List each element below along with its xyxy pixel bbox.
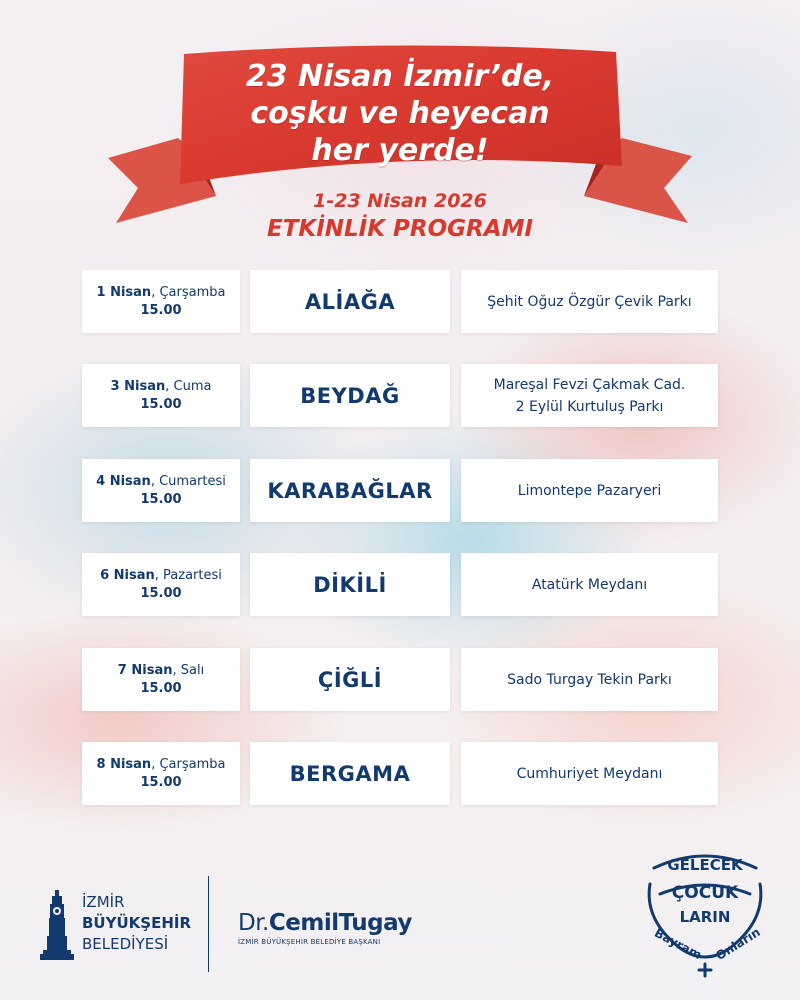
event-time: 15.00 — [140, 774, 182, 790]
event-location — [461, 459, 718, 522]
event-weekday: , Pazartesi — [154, 567, 222, 583]
event-location — [461, 270, 718, 333]
event-date-cell — [82, 742, 240, 805]
program-heading: ETKİNLİK PROGRAMI — [266, 216, 534, 242]
event-time: 15.00 — [140, 585, 182, 601]
event-location — [461, 648, 718, 711]
event-day: 1 Nisan — [96, 284, 152, 300]
event-location-line: Cumhuriyet Meydanı — [516, 765, 663, 782]
event-location-line: Sado Turgay Tekin Parkı — [507, 671, 672, 688]
event-district: ÇİĞLİ — [250, 648, 450, 711]
event-district: KARABAĞLAR — [250, 459, 450, 522]
izmir-municipality-logo — [40, 890, 210, 960]
event-date-cell — [82, 459, 240, 522]
izmir-logo-line: BÜYÜKŞEHİR — [82, 914, 192, 932]
title-line-1: 23 Nisan İzmir’de, — [245, 59, 555, 94]
izmir-logo-line: İZMİR — [82, 893, 125, 911]
page-title — [208, 58, 592, 169]
event-time: 15.00 — [140, 396, 182, 412]
event-location — [461, 553, 718, 616]
title-line-3: her yerde! — [311, 133, 489, 168]
event-location-line: Atatürk Meydanı — [531, 576, 648, 593]
badge-text: Bayram — [652, 925, 704, 963]
badge-text: Onların — [713, 924, 763, 964]
event-date-cell — [82, 553, 240, 616]
izmir-logo-line: BELEDİYESİ — [82, 935, 169, 953]
clock-tower-icon — [40, 890, 74, 960]
mayor-title: İZMİR BÜYÜKŞEHİR BELEDİYE BAŞKANI — [238, 938, 381, 946]
badge-text: LARIN — [679, 908, 731, 926]
event-date-cell — [82, 270, 240, 333]
event-day: 6 Nisan — [100, 567, 155, 583]
mayor-name: CemilTugay — [268, 910, 412, 936]
children-bayram-badge — [640, 840, 770, 980]
event-date-cell — [82, 364, 240, 427]
badge-text: ÇOCUK — [671, 883, 739, 903]
event-weekday: , Cuma — [165, 378, 212, 394]
event-district: BERGAMA — [250, 742, 450, 805]
event-time: 15.00 — [140, 302, 182, 318]
event-district: DİKİLİ — [250, 553, 450, 616]
event-district: ALİAĞA — [250, 270, 450, 333]
mayor-logo — [238, 910, 428, 946]
event-location-line: Limontepe Pazaryeri — [517, 482, 662, 499]
event-time: 15.00 — [140, 491, 182, 507]
izmir-logo-text — [82, 892, 191, 955]
footer-divider — [208, 876, 209, 972]
title-banner — [108, 38, 692, 243]
event-weekday: , Çarşamba — [151, 756, 226, 772]
date-range: 1-23 Nisan 2026 — [313, 190, 487, 212]
event-district: BEYDAĞ — [250, 364, 450, 427]
event-weekday: , Cumartesi — [150, 473, 226, 489]
event-day: 7 Nisan — [117, 662, 173, 678]
event-day: 4 Nisan — [96, 473, 151, 489]
event-location — [461, 742, 718, 805]
event-location-line: Mareşal Fevzi Çakmak Cad. — [493, 376, 686, 393]
event-location-line: 2 Eylül Kurtuluş Parkı — [515, 398, 664, 415]
event-location-line: Şehit Oğuz Özgür Çevik Parkı — [487, 293, 692, 310]
event-date-cell — [82, 648, 240, 711]
event-location — [461, 364, 718, 427]
event-weekday: , Salı — [172, 662, 205, 678]
event-time: 15.00 — [140, 680, 182, 696]
badge-text: GELECEK — [667, 856, 743, 874]
mayor-name-line — [238, 910, 428, 936]
bayram-badge-icon — [640, 840, 770, 980]
event-weekday: , Çarşamba — [151, 284, 226, 300]
event-day: 3 Nisan — [110, 378, 166, 394]
event-day: 8 Nisan — [96, 756, 152, 772]
title-line-2: coşku ve heyecan — [250, 96, 550, 131]
mayor-prefix: Dr. — [238, 910, 269, 936]
